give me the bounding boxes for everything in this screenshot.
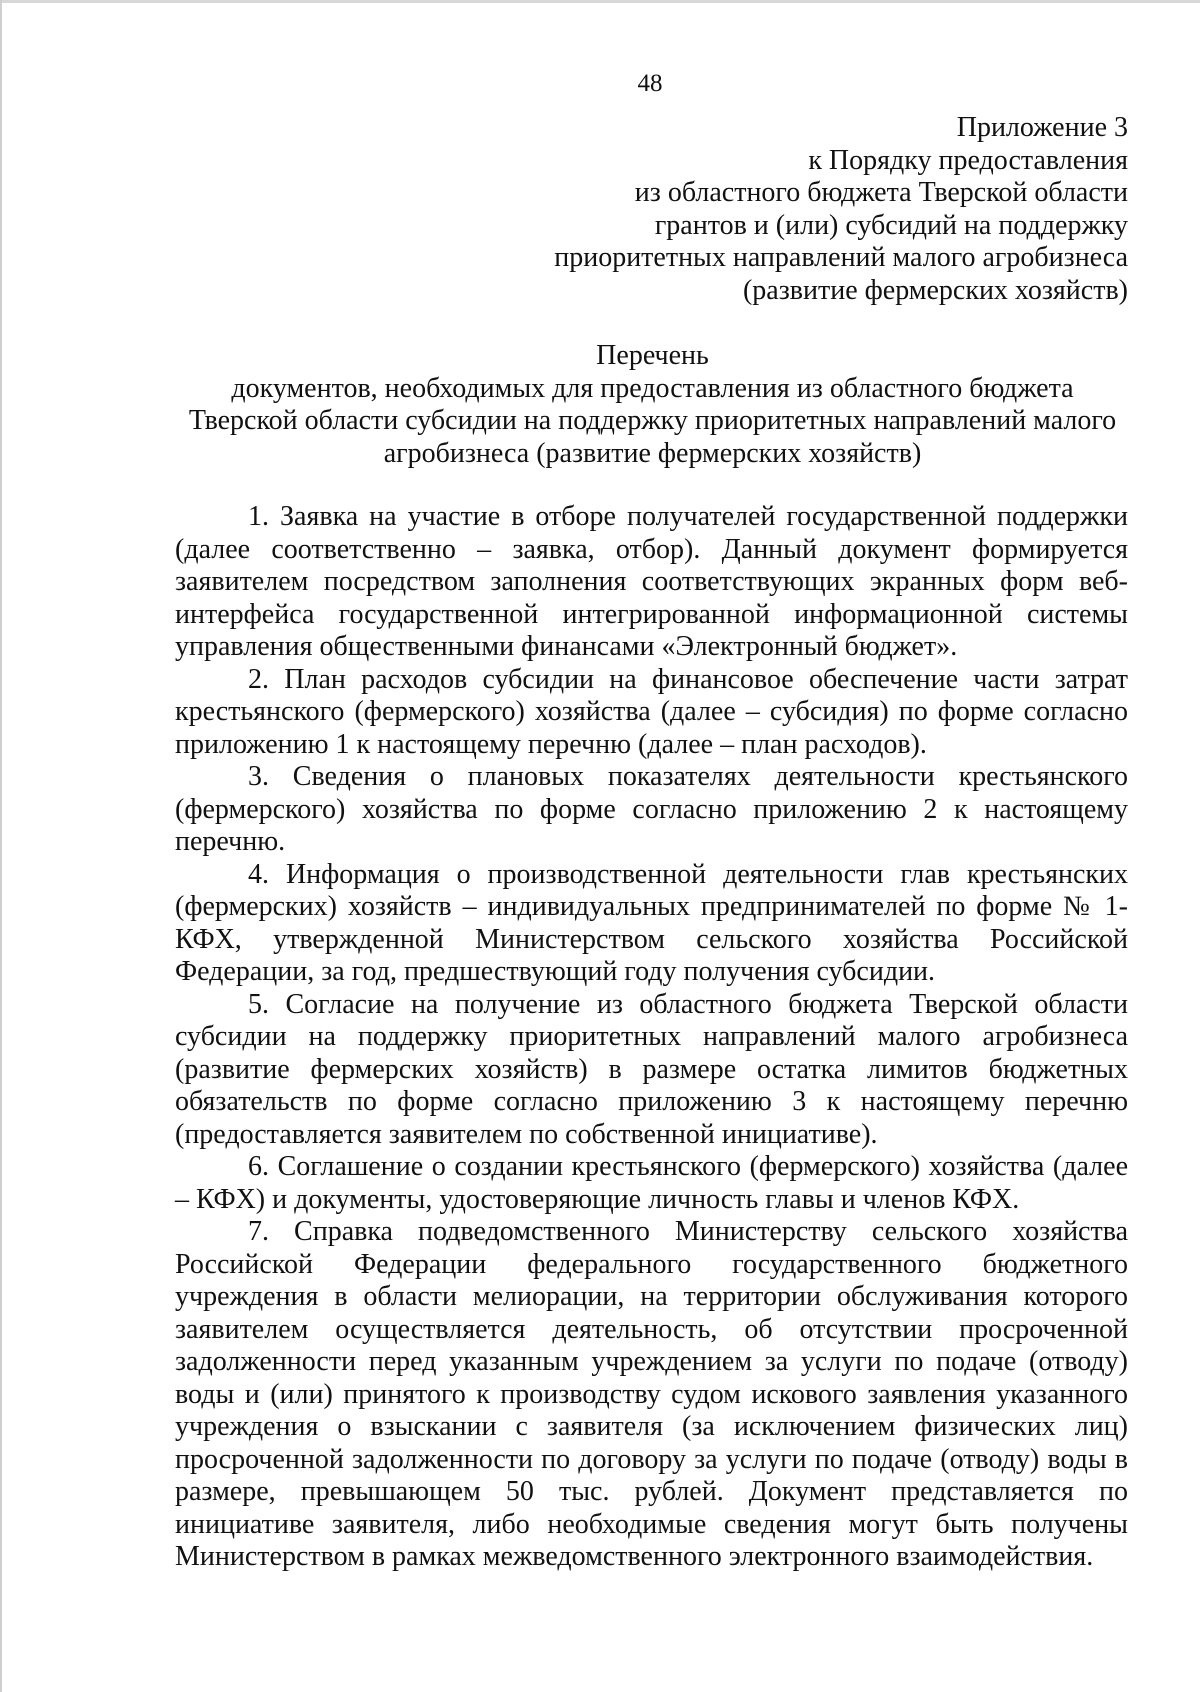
appendix-line: к Порядку предоставления — [808, 144, 1128, 176]
title-line: агробизнеса (развитие фермерских хозяйств) — [383, 437, 922, 469]
appendix-header — [428, 112, 1128, 307]
appendix-line: (развитие фермерских хозяйств) — [742, 274, 1128, 306]
document-body — [175, 501, 1128, 1574]
title-line: документов, необходимых для предоставления из областного бюджета — [231, 372, 1074, 404]
appendix-line: из областного бюджета Тверской области — [634, 177, 1128, 208]
list-item: 2. План расходов субсидии на финансовое обеспечение части затрат крестьянского (фермерского) хозяйства (далее – субсидия) по форме согласно приложению 1 к настоящему перечню (далее – план расходов). — [175, 663, 1128, 760]
appendix-line: грантов и (или) субсидий на поддержку — [654, 209, 1128, 241]
list-item: 6. Соглашение о создании крестьянского (фермерского) хозяйства (далее – КФХ) и документы, удостоверяющие личность главы и членов КФХ. — [175, 1151, 1128, 1215]
title-heading: Перечень — [596, 340, 709, 371]
list-item: 1. Заявка на участие в отборе получателей государственной поддержки (далее соответственно – заявка, отбор). Данный документ формируется заявителем посредством заполнения соответствующих экранных форм веб-интерфейса государственной интегрированной информационной системы управления общественными финансами «Электронный бюджет». — [175, 501, 1128, 662]
title-line: Тверской области субсидии на поддержку приоритетных направлений малого — [188, 405, 1117, 436]
list-item: 5. Согласие на получение из областного бюджета Тверской области субсидии на поддержку приоритетных направлений малого агробизнеса (развитие фермерских хозяйств) в размере остатка лимитов бюджетных обязательств по форме согласно приложению 3 к настоящему перечню (предоставляется заявителем по собственной инициативе). — [175, 988, 1128, 1150]
appendix-line: приоритетных направлений малого агробизнеса — [554, 242, 1128, 273]
scan-edge-left — [0, 0, 2, 1692]
list-item: 7. Справка подведомственного Министерству сельского хозяйства Российской Федерации федерального государственного бюджетного учреждения в области мелиорации, на территории обслуживания которого заявителем осуществляется деятельность, об отсутствии просроченной задолженности перед указанным учреждением за услуги по подаче (отводу) воды и (или) принятого к производству судом искового заявления указанного учреждения о взыскании с заявителя (за исключением физических лиц) просроченной задолженности по договору за услуги по подаче (отводу) воды в размере, превышающем 50 тыс. рублей. Документ представляется по инициативе заявителя, либо необходимые сведения могут быть получены Министерством в рамках межведомственного электронного взаимодействия. — [175, 1216, 1128, 1572]
document-title — [175, 340, 1130, 470]
appendix-line: Приложение 3 — [956, 112, 1128, 143]
scan-edge-top — [0, 0, 1200, 3]
list-item: 3. Сведения о плановых показателях деятельности крестьянского (фермерского) хозяйства по форме согласно приложению 2 к настоящему перечню. — [175, 761, 1128, 857]
page-number: 48 — [637, 70, 663, 97]
list-item: 4. Информация о производственной деятельности глав крестьянских (фермерских) хозяйств – индивидуальных предпринимателей по форме № 1-КФХ, утвержденной Министерством сельского хозяйства Российской Федерации, за год, предшествующий году получения субсидии. — [175, 858, 1128, 987]
